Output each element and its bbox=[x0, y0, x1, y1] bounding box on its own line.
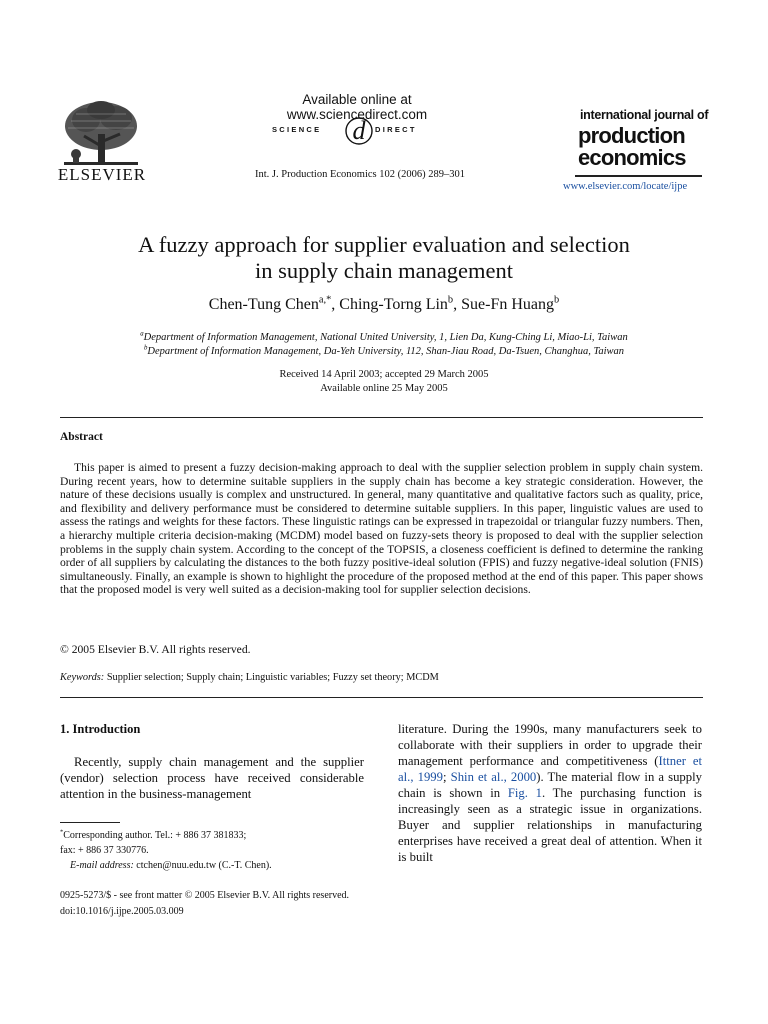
sciencedirect-right-word: DIRECT bbox=[375, 125, 417, 134]
received-date: Received 14 April 2003; accepted 29 March 2005 bbox=[279, 369, 489, 380]
citation-link[interactable]: Shin et al., 2000 bbox=[450, 770, 537, 784]
abstract-heading: Abstract bbox=[60, 431, 103, 443]
footnote-line: Corresponding author. Tel.: + 886 37 381833; bbox=[63, 830, 247, 841]
section-heading: 1. Introduction bbox=[60, 722, 141, 736]
available-date: Available online 25 May 2005 bbox=[320, 383, 448, 394]
svg-text:d: d bbox=[352, 116, 366, 145]
front-matter-info bbox=[60, 888, 349, 920]
keywords-list: Supplier selection; Supply chain; Linguistic variables; Fuzzy set theory; MCDM bbox=[106, 672, 439, 683]
doi-line: doi:10.1016/j.ijpe.2005.03.009 bbox=[60, 906, 184, 917]
intro-right-column bbox=[398, 721, 702, 865]
issn-line: 0925-5273/$ - see front matter © 2005 Elsevier B.V. All rights reserved. bbox=[60, 890, 350, 901]
journal-name-small: international journal of bbox=[580, 108, 709, 122]
affil-text: Department of Information Management, Da-Yeh University, 112, Shan-Jiau Road, Da-Tsuen, Changhua, Taiwan bbox=[147, 346, 625, 357]
affil-text: Department of Information Management, National United University, 1, Lien Da, Kung-Ching Li, Miao-Li, Taiwan bbox=[143, 332, 628, 343]
journal-name-line1: production bbox=[578, 123, 685, 148]
affiliation-a bbox=[40, 332, 728, 343]
article-title bbox=[40, 232, 728, 284]
available-online-text: Available online at www.sciencedirect.com bbox=[286, 92, 428, 122]
author-list: Chen-Tung Chen$^{a,*}$, Ching-Torng Lin$^b$, Sue-Fn Huang$^b$ bbox=[208, 294, 560, 313]
journal-underline bbox=[575, 175, 702, 177]
publisher-name: ELSEVIER bbox=[57, 165, 147, 184]
copyright-line: © 2005 Elsevier B.V. All rights reserved. bbox=[60, 643, 251, 656]
at-sign-icon bbox=[344, 113, 374, 147]
affil-mark: a bbox=[140, 330, 144, 338]
intro-text: ). The material flow in a supply chain is shown in bbox=[398, 770, 702, 800]
author-name: Chen-Tung Chen bbox=[208, 296, 319, 313]
footnote bbox=[60, 828, 360, 873]
email-value: ctchen@nuu.edu.tw (C.-T. Chen). bbox=[136, 860, 272, 871]
affiliation-b bbox=[40, 346, 728, 357]
title-line-2: in supply chain management bbox=[254, 258, 514, 283]
footnote-rule bbox=[60, 822, 120, 823]
author-affil-mark: b bbox=[554, 294, 560, 306]
figure-link[interactable]: Fig. 1 bbox=[507, 786, 542, 800]
sciencedirect-logo bbox=[262, 113, 462, 149]
journal-name-line2: economics bbox=[578, 145, 686, 170]
author-affil-mark: a,* bbox=[318, 294, 332, 306]
author-affil-mark: b bbox=[447, 294, 454, 306]
author-name: Sue-Fn Huang bbox=[461, 296, 555, 313]
citation-sep: ; bbox=[443, 770, 451, 784]
divider bbox=[60, 697, 703, 698]
intro-left-column: Recently, supply chain management and the supplier (vendor) selection process have received considerable attention in the business-management bbox=[60, 755, 364, 801]
journal-citation: Int. J. Production Economics 102 (2006) 289–301 bbox=[255, 169, 465, 180]
keywords bbox=[60, 672, 439, 683]
sciencedirect-left-word: SCIENCE bbox=[272, 125, 322, 134]
affil-mark: b bbox=[143, 344, 148, 352]
footnote-line: fax: + 886 37 330776. bbox=[60, 845, 149, 856]
citation-link[interactable]: Ittner et al., 1999 bbox=[398, 754, 702, 784]
footnote-mark: * bbox=[60, 828, 64, 836]
intro-text: . The purchasing function is increasingly seen as a strategic issue in organizations. Buyer and supplier relationships in manufacturing enterprises have received a great deal of attention. When it is built bbox=[398, 786, 702, 864]
divider bbox=[60, 417, 703, 418]
intro-text: literature. During the 1990s, many manufacturers seek to collaborate with their suppliers in order to upgrade their management performance and competitiveness ( bbox=[398, 722, 702, 768]
abstract-body: This paper is aimed to present a fuzzy decision-making approach to deal with the supplier selection problem in supply chain system. During recent years, how to determine suitable suppliers in the supply chain has become a key strategic consideration. However, the nature of these decisions usually is complex and unstructured. In general, many quantitative and qualitative factors such as quality, price, and flexibility and delivery performance must be considered to determine suitable suppliers. In this paper, linguistic values are used to assess the ratings and weights for these factors. These linguistic ratings can be expressed in trapezoidal or triangular fuzzy numbers. Then, a hierarchy multiple criteria decision-making (MCDM) model based on fuzzy-sets theory is proposed to deal with the supplier selection problems in the supply chain system. According to the concept of the TOPSIS, a closeness coefficient is defined to determine the ranking order of all suppliers by calculating the distances to the both fuzzy positive-ideal solution (FPIS) and fuzzy negative-ideal solution (FNIS) simultaneously. Finally, an example is shown to highlight the procedure of the proposed method at the end of this paper. This paper shows that the proposed model is very well suited as a decision-making tool for supplier selection decisions. bbox=[60, 461, 703, 597]
title-line-1: A fuzzy approach for supplier evaluation and selection bbox=[138, 232, 630, 257]
keywords-label: Keywords: bbox=[60, 672, 105, 683]
author-name: Ching-Torng Lin bbox=[339, 296, 448, 313]
email-label: E-mail address: bbox=[70, 860, 134, 871]
journal-url-link[interactable]: www.elsevier.com/locate/ijpe bbox=[563, 181, 688, 192]
